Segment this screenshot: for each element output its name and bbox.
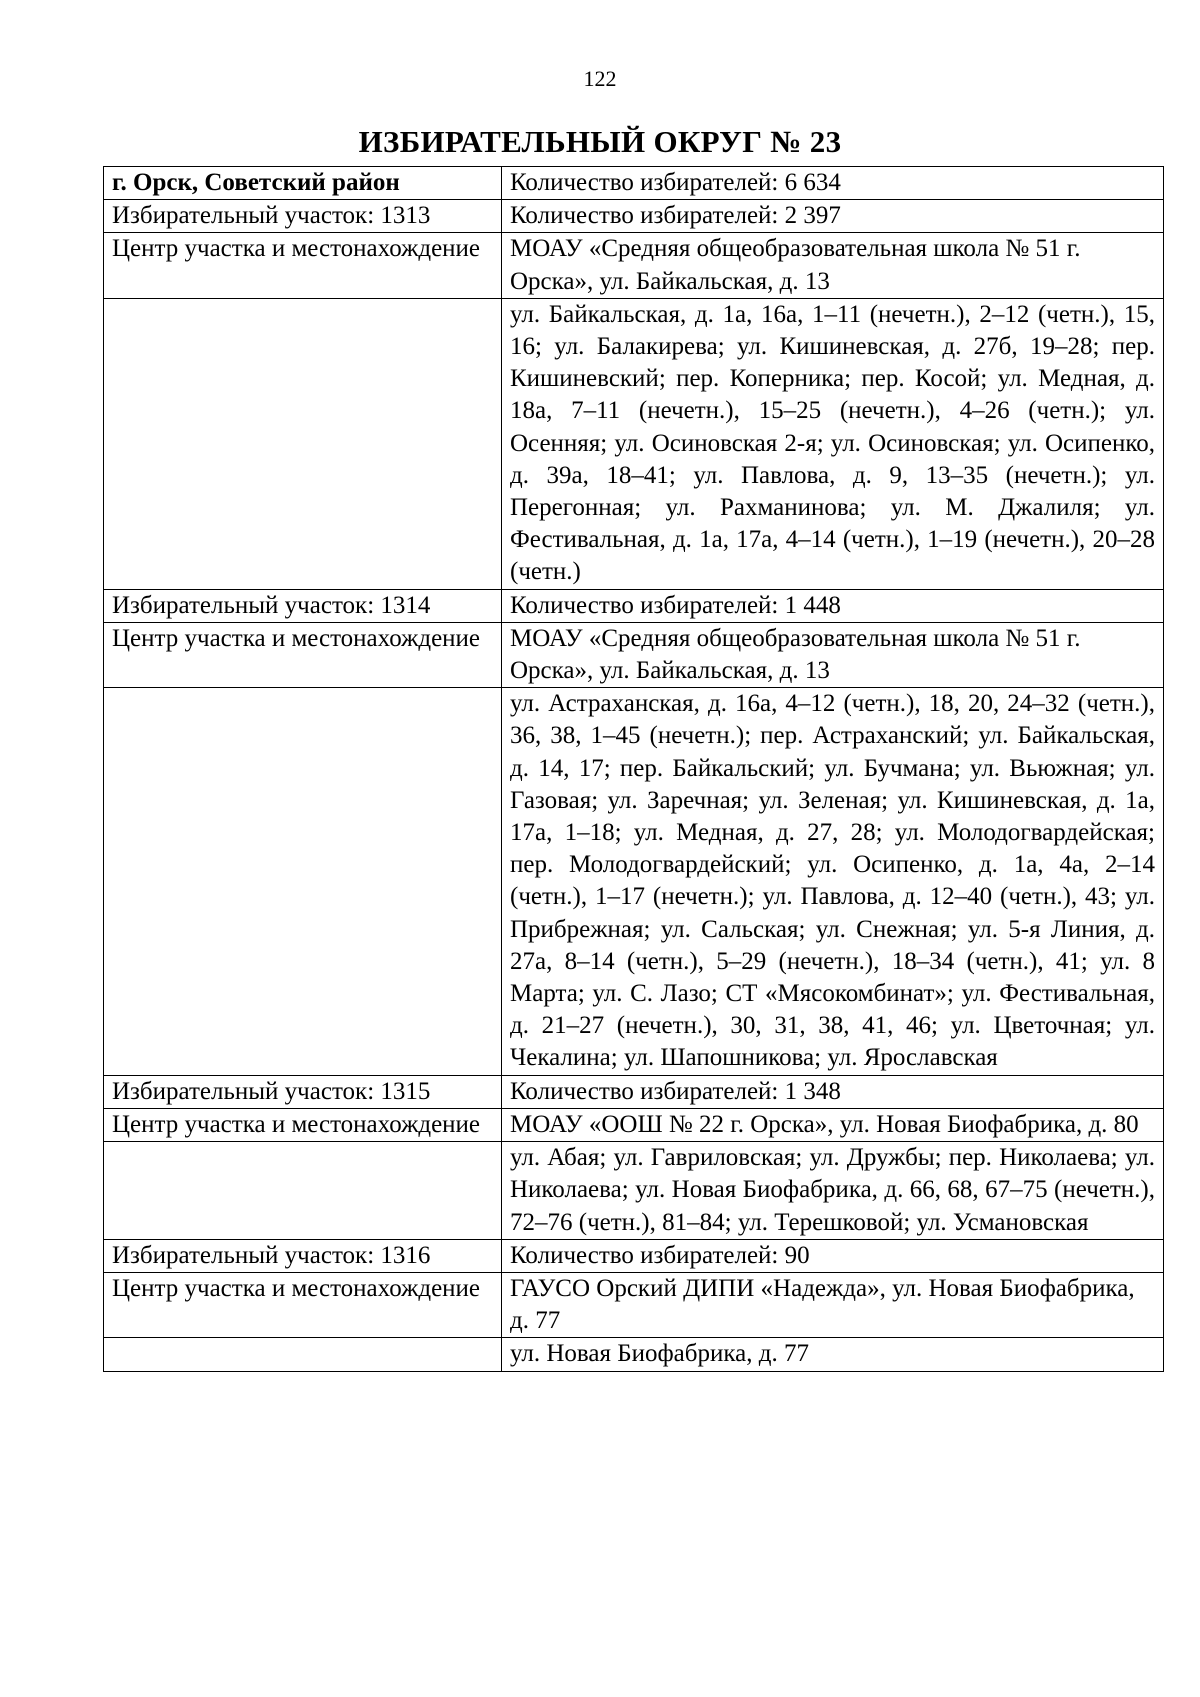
precinct-voters: Количество избирателей: 1 348	[502, 1075, 1164, 1108]
street-list: ул. Абая; ул. Гавриловская; ул. Дружбы; пер. Николаева; ул. Николаева; ул. Новая Биофабрика, д. 66, 68, 67–75 (нечетн.), 72–76 (четн.), 81–84; ул. Терешковой; ул. Усмановская	[502, 1142, 1164, 1240]
precinct-center-row	[104, 1272, 1164, 1337]
center-label: Центр участка и местонахождение	[104, 1272, 502, 1337]
district-header-row	[104, 167, 1164, 200]
district-table	[103, 166, 1164, 1372]
precinct-row	[104, 589, 1164, 622]
precinct-streets-row	[104, 688, 1164, 1075]
page-number: 122	[583, 66, 617, 91]
precinct-streets-row	[104, 1338, 1164, 1371]
precinct-voters: Количество избирателей: 90	[502, 1239, 1164, 1272]
street-list: ул. Новая Биофабрика, д. 77	[502, 1338, 1164, 1371]
center-location: МОАУ «Средняя общеобразовательная школа № 51 г. Орска», ул. Байкальская, д. 13	[502, 622, 1164, 687]
document-title: ИЗБИРАТЕЛЬНЫЙ ОКРУГ № 23	[358, 124, 842, 159]
precinct-streets-row	[104, 1142, 1164, 1240]
precinct-voters: Количество избирателей: 2 397	[502, 200, 1164, 233]
center-label: Центр участка и местонахождение	[104, 622, 502, 687]
precinct-streets-row	[104, 298, 1164, 589]
precinct-number: Избирательный участок: 1315	[104, 1075, 502, 1108]
precinct-number: Избирательный участок: 1316	[104, 1239, 502, 1272]
center-location: МОАУ «Средняя общеобразовательная школа № 51 г. Орска», ул. Байкальская, д. 13	[502, 233, 1164, 298]
area-name: г. Орск, Советский район	[104, 167, 502, 200]
center-location: ГАУСО Орский ДИПИ «Надежда», ул. Новая Биофабрика, д. 77	[502, 1272, 1164, 1337]
precinct-row	[104, 1075, 1164, 1108]
precinct-center-row	[104, 1108, 1164, 1141]
precinct-voters: Количество избирателей: 1 448	[502, 589, 1164, 622]
empty-cell	[104, 688, 502, 1075]
precinct-center-row	[104, 622, 1164, 687]
precinct-number: Избирательный участок: 1313	[104, 200, 502, 233]
empty-cell	[104, 298, 502, 589]
precinct-center-row	[104, 233, 1164, 298]
precinct-row	[104, 1239, 1164, 1272]
precinct-number: Избирательный участок: 1314	[104, 589, 502, 622]
empty-cell	[104, 1338, 502, 1371]
empty-cell	[104, 1142, 502, 1240]
center-label: Центр участка и местонахождение	[104, 1108, 502, 1141]
center-label: Центр участка и местонахождение	[104, 233, 502, 298]
street-list: ул. Байкальская, д. 1а, 16а, 1–11 (нечетн.), 2–12 (четн.), 15, 16; ул. Балакирева; ул. Кишиневская, д. 27б, 19–28; пер. Кишиневский; пер. Коперника; пер. Косой; ул. Медная, д. 18а, 7–11 (нечетн.), 15–25 (нечетн.), 4–26 (четн.); ул. Осенняя; ул. Осиновская 2-я; ул. Осиновская; ул. Осипенко, д. 39а, 18–41; ул. Павлова, д. 9, 13–35 (нечетн.); ул. Перегонная; ул. Рахманинова; ул. М. Джалиля; ул. Фестивальная, д. 1а, 17а, 4–14 (четн.), 1–19 (нечетн.), 20–28 (четн.)	[502, 298, 1164, 589]
district-voters: Количество избирателей: 6 634	[502, 167, 1164, 200]
precinct-row	[104, 200, 1164, 233]
street-list: ул. Астраханская, д. 16а, 4–12 (четн.), 18, 20, 24–32 (четн.), 36, 38, 1–45 (нечетн.); пер. Астраханский; ул. Байкальская, д. 14, 17; пер. Байкальский; ул. Бучмана; ул. Вьюжная; ул. Газовая; ул. Заречная; ул. Зеленая; ул. Кишиневская, д. 1а, 17а, 1–18; ул. Медная, д. 27, 28; ул. Молодогвардейская; пер. Молодогвардейский; ул. Осипенко, д. 1а, 4а, 2–14 (четн.), 1–17 (нечетн.); ул. Павлова, д. 12–40 (четн.), 43; ул. Прибрежная; ул. Сальская; ул. Снежная; ул. 5-я Линия, д. 27а, 8–14 (четн.), 5–29 (нечетн.), 18–34 (четн.), 41; ул. 8 Марта; ул. С. Лазо; СТ «Мясокомбинат»; ул. Фестивальная, д. 21–27 (нечетн.), 30, 31, 38, 41, 46; ул. Цветочная; ул. Чекалина; ул. Шапошникова; ул. Ярославская	[502, 688, 1164, 1075]
center-location: МОАУ «ООШ № 22 г. Орска», ул. Новая Биофабрика, д. 80	[502, 1108, 1164, 1141]
